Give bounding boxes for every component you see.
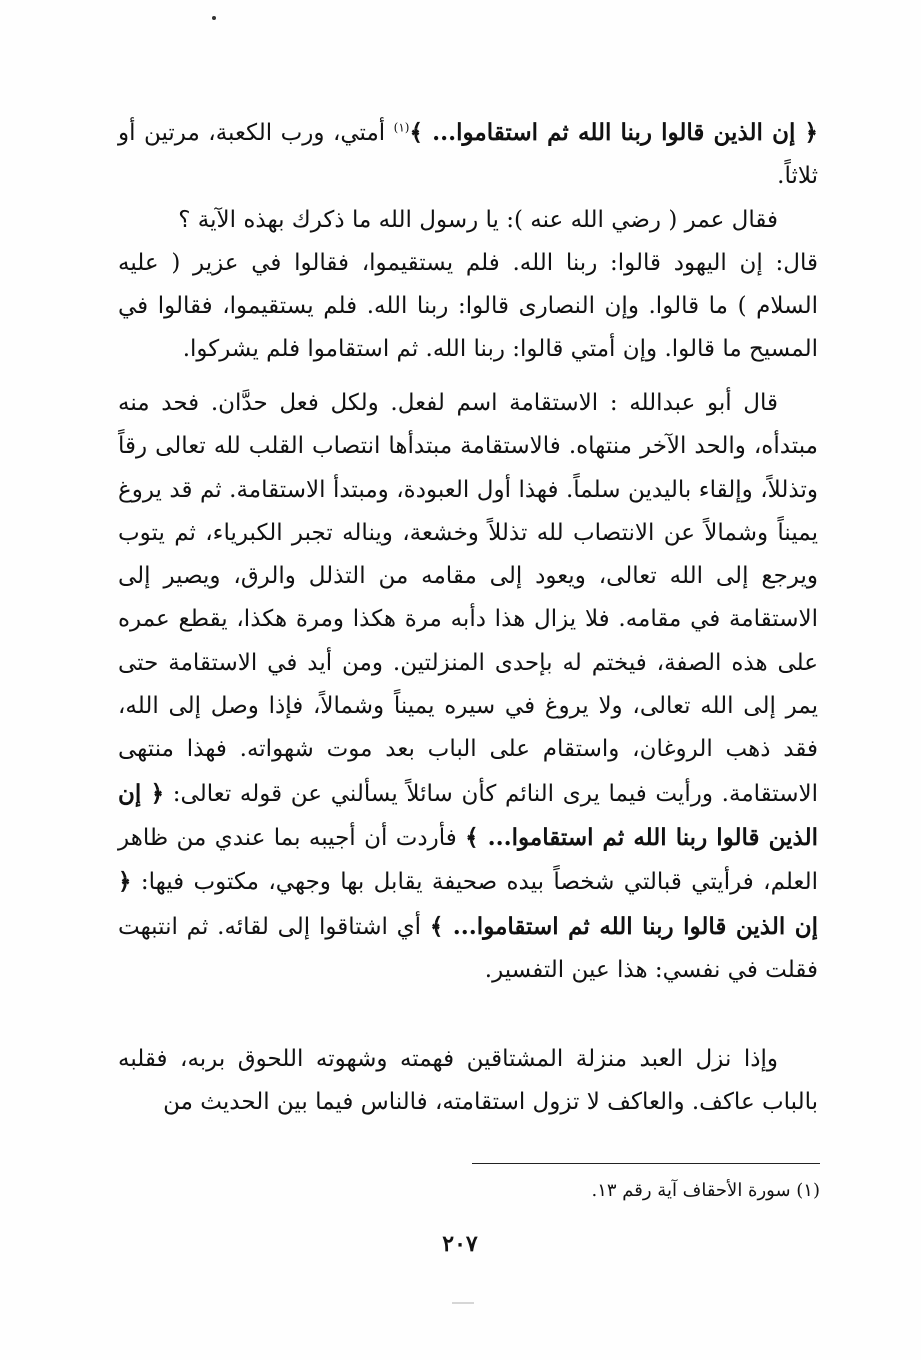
footnote-marker: (١) xyxy=(393,120,410,135)
paragraph-text: قال أبو عبدالله : الاستقامة اسم لفعل. ولكل فعل حدَّان. فحد منه مبتدأه، والحد الآخر منتهاه. فالاستقامة مبتدأها انتصاب القلب لله تعالى رقاً وتذللاً، وإلقاء باليدين سلماً. فهذا أول العبودة، ومبتدأ الاستقامة. ثم قد يروغ يميناً وشمالاً عن الانتصاب لله تذللاً وخشعة، ويناله تجبر الكبرياء، ثم يتوب ويرجع إلى الله تعالى، ويعود إلى مقامه من التذلل والرق، ويصير إلى الاستقامة في مقامه. فلا يزال هذا دأبه مرة هكذا ومرة هكذا، يقطع عمره على هذه الصفة، فيختم له بإحدى المنزلتين. ومن أيد في الاستقامة حتى يمر إلى الله تعالى، ولا يروغ في سيره يميناً وشمالاً، فإذا وصل إلى الله، فقد ذهب الروغان، واستقام على الباب بعد موت شهواته. فهذا منتهى الاستقامة. ورأيت فيما يرى النائم كأن سائلاً يسألني عن قوله تعالى: xyxy=(118,390,819,807)
paragraph-text: فأردت أن أجيبه بما عندي من ظاهر العلم، فرأيتي قبالتي شخصاً بيده صحيفة يقابل بها وجهي، مكتوب فيها: xyxy=(118,824,818,896)
quran-quote: ﴿ إن الذين قالوا ربنا الله ثم استقاموا... ﴾ xyxy=(118,779,818,851)
footnote-divider xyxy=(472,1163,820,1164)
paragraph-closing: وإذا نزل العبد منزلة المشتاقين فهمته وشهوته اللحوق بربه، فقلبه بالباب عاكف. والعاكف لا تزول استقامته، فالناس فيما بين الحديث من xyxy=(118,1046,818,1116)
quran-quote: ﴿ إن الذين قالوا ربنا الله ثم استقاموا... ﴾ xyxy=(409,119,818,146)
paragraph-question: فقال عمر ( رضي الله عنه ): يا رسول الله ما ذكرك بهذه الآية ؟ xyxy=(178,206,778,233)
commentary-passage xyxy=(118,382,818,992)
scan-smudge xyxy=(452,1302,474,1304)
paragraph-text: أمتي، ورب الكعبة، مرتين أو ثلاثاً. xyxy=(118,120,818,190)
paragraph-text: أي اشتاقوا إلى لقائه. ثم انتبهت فقلت في نفسي: هذا عين التفسير. xyxy=(118,913,818,983)
hadith-passage xyxy=(118,111,818,372)
footnote: (١) سورة الأحقاف آية رقم ١٣. xyxy=(591,1180,820,1201)
ink-speck xyxy=(212,16,216,20)
paragraph-opening xyxy=(118,111,818,199)
paragraph-commentary xyxy=(118,382,818,992)
paragraph-answer: قال: إن اليهود قالوا: ربنا الله. فلم يستقيموا، فقالوا في عزير ( عليه السلام ) ما قالوا. وإن النصارى قالوا: ربنا الله. فلم يستقيموا، فقالوا في المسيح ما قالوا. وإن أمتي قالوا: ربنا الله. ثم استقاموا فلم يشركوا. xyxy=(118,249,818,363)
page-number: ٢٠٧ xyxy=(442,1231,478,1257)
quran-quote: ﴿ إن الذين قالوا ربنا الله ثم استقاموا... ﴾ xyxy=(118,868,818,940)
closing-passage xyxy=(118,1038,818,1125)
